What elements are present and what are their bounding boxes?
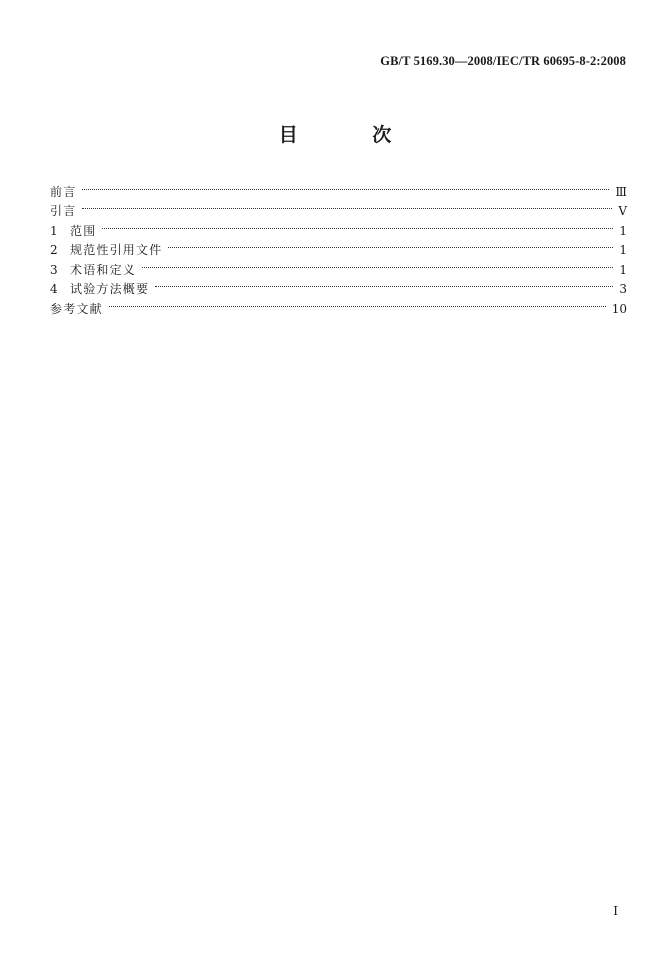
toc-entry-page: 1 <box>619 223 627 238</box>
toc-leader-dots <box>109 293 606 313</box>
toc-leader-dots <box>82 196 612 216</box>
toc-entry-label: 引言 <box>50 204 77 218</box>
toc-entry-page: Ⅲ <box>615 184 627 199</box>
toc-entry-label: 规范性引用文件 <box>70 243 163 257</box>
toc-entry-label: 参考文献 <box>50 301 103 316</box>
toc-entry-normative-references[interactable] <box>50 235 627 255</box>
toc-entry-label: 术语和定义 <box>70 262 137 277</box>
toc-entry-page: 1 <box>619 243 627 257</box>
table-of-contents <box>50 176 627 316</box>
page-number: I <box>613 904 618 918</box>
toc-leader-dots <box>82 176 609 196</box>
toc-leader-dots <box>102 215 613 235</box>
toc-entry-introduction[interactable] <box>50 196 627 216</box>
toc-entry-page: 3 <box>619 282 627 296</box>
toc-entry-label: 前言 <box>50 184 77 199</box>
toc-entry-page: 1 <box>619 262 627 277</box>
toc-entry-number: 4 <box>50 282 58 296</box>
page-title: 目 次 <box>278 124 426 146</box>
toc-entry-foreword[interactable] <box>50 176 627 199</box>
toc-entry-number: 3 <box>50 262 58 277</box>
toc-leader-dots <box>142 254 613 274</box>
standard-code: GB/T 5169.30—2008/IEC/TR 60695-8-2:2008 <box>380 54 626 68</box>
toc-entry-label: 试验方法概要 <box>70 282 150 296</box>
toc-entry-page: 10 <box>611 301 627 316</box>
toc-entry-bibliography[interactable] <box>50 293 627 316</box>
toc-entry-label: 范围 <box>70 223 97 238</box>
toc-entry-test-methods-summary[interactable] <box>50 274 627 294</box>
toc-entry-number: 1 <box>50 223 58 238</box>
toc-entry-page: Ⅴ <box>618 204 627 218</box>
toc-entry-number: 2 <box>50 243 58 257</box>
toc-entry-scope[interactable] <box>50 215 627 238</box>
toc-leader-dots <box>168 235 613 255</box>
toc-leader-dots <box>155 274 613 294</box>
